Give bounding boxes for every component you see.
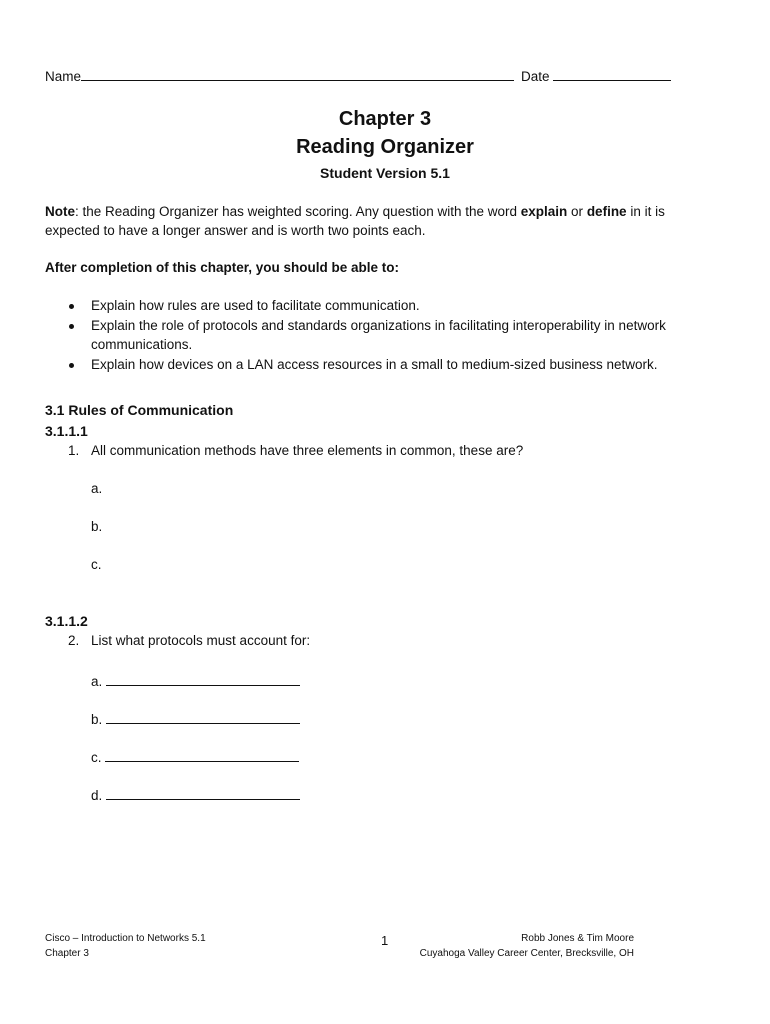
bullet-icon: [69, 363, 74, 368]
answer-letter[interactable]: c.: [91, 557, 102, 572]
note-line-1: [45, 204, 665, 219]
objective-item: Explain how devices on a LAN access resources in a small to medium-sized business network.: [91, 357, 658, 372]
note-word-define: define: [586, 204, 627, 219]
section-heading: 3.1 Rules of Communication: [45, 402, 234, 418]
note-text-3: in it is: [626, 204, 665, 219]
bullet-icon: [69, 324, 74, 329]
name-field-row: [45, 67, 514, 84]
answer-row[interactable]: [91, 748, 299, 765]
footer-right-line-1: Robb Jones & Tim Moore: [521, 933, 634, 944]
footer-right-line-2: Cuyahoga Valley Career Center, Brecksville, OH: [419, 948, 634, 959]
page-number: 1: [381, 933, 389, 948]
subsection-number: 3.1.1.2: [45, 613, 88, 629]
note-word-explain: explain: [520, 204, 568, 219]
version-subtitle: Student Version 5.1: [320, 165, 450, 181]
subsection-number: 3.1.1.1: [45, 423, 88, 439]
answer-letter: d.: [91, 788, 103, 803]
footer-left-line-2: Chapter 3: [45, 948, 89, 959]
objective-item: Explain how rules are used to facilitate communication.: [91, 298, 420, 313]
answer-letter: a.: [91, 674, 103, 689]
answer-letter[interactable]: b.: [91, 519, 103, 534]
answer-blank[interactable]: [105, 748, 299, 762]
question-number: 1.: [68, 443, 80, 458]
bullet-icon: [69, 304, 74, 309]
date-field-row: [521, 67, 671, 84]
answer-row[interactable]: [91, 710, 300, 727]
name-label: Name: [45, 69, 82, 84]
note-text-2: or: [567, 204, 587, 219]
answer-blank[interactable]: [106, 786, 300, 800]
answer-blank[interactable]: [106, 672, 300, 686]
question-text: All communication methods have three elements in common, these are?: [91, 443, 524, 458]
date-blank[interactable]: [553, 67, 671, 81]
note-line-2: expected to have a longer answer and is worth two points each.: [45, 223, 426, 238]
name-blank[interactable]: [81, 67, 514, 81]
answer-blank[interactable]: [106, 710, 300, 724]
note-label: Note: [45, 204, 75, 219]
question-number: 2.: [68, 633, 80, 648]
answer-letter: c.: [91, 750, 102, 765]
answer-letter: b.: [91, 712, 103, 727]
footer-left-line-1: Cisco – Introduction to Networks 5.1: [45, 933, 206, 944]
answer-row[interactable]: [91, 672, 300, 689]
objective-item: Explain the role of protocols and standards organizations in facilitating interoperability in network: [91, 318, 666, 333]
objectives-heading: After completion of this chapter, you should be able to:: [45, 260, 400, 275]
answer-row[interactable]: [91, 786, 300, 803]
date-label: Date: [521, 69, 550, 84]
objective-item-continuation: communications.: [91, 337, 193, 352]
note-text-1: : the Reading Organizer has weighted scoring. Any question with the word: [75, 204, 521, 219]
question-text: List what protocols must account for:: [91, 633, 311, 648]
document-title: Reading Organizer: [296, 136, 474, 158]
chapter-title: Chapter 3: [338, 108, 432, 130]
answer-letter[interactable]: a.: [91, 481, 103, 496]
